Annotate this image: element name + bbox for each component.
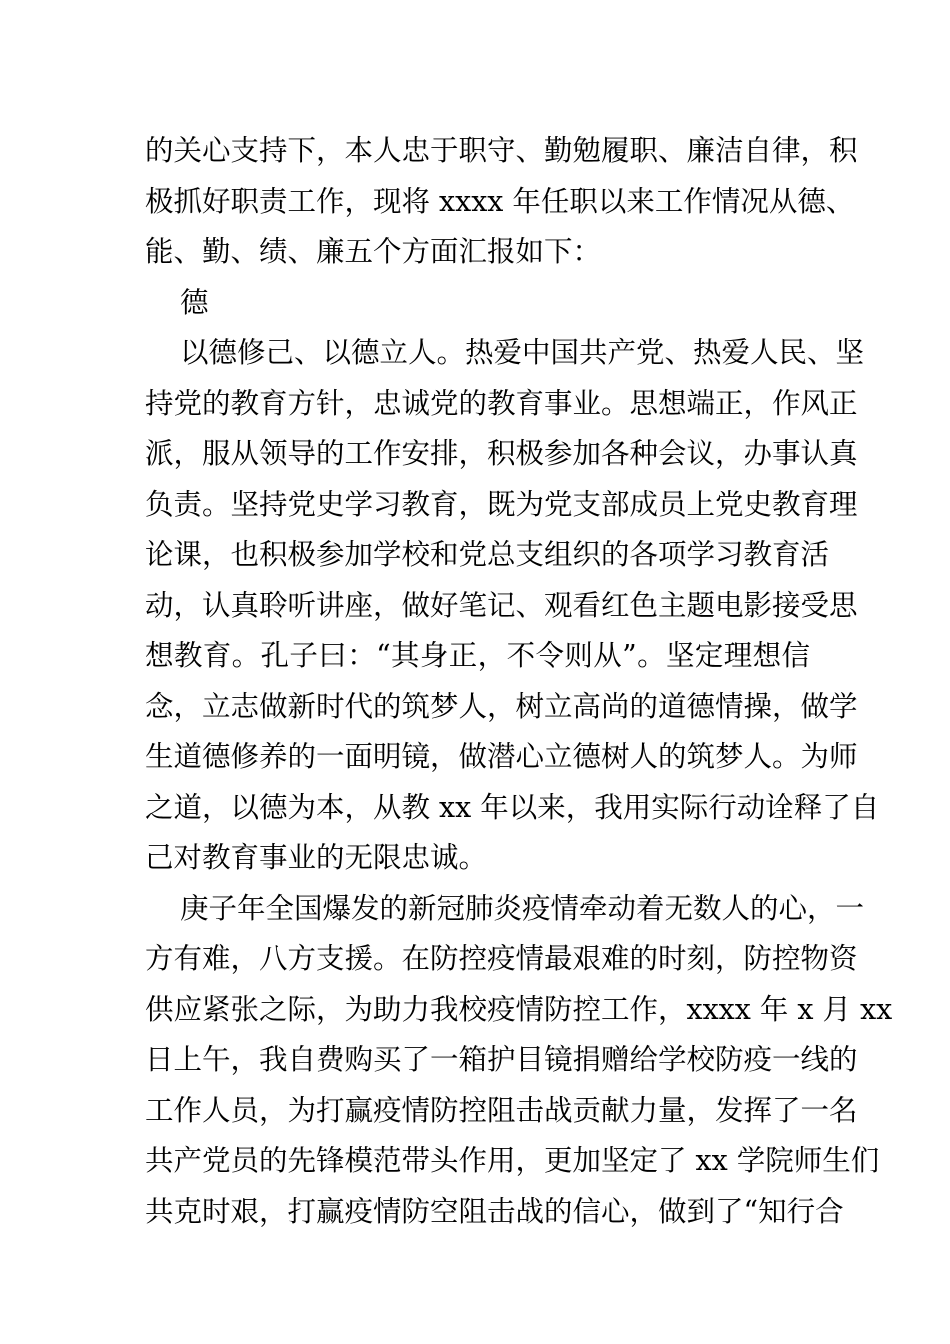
paragraph-intro xyxy=(145,126,858,278)
text-line: 极抓好职责工作，现将 xxxx 年任职以来工作情况从德、 xyxy=(145,184,855,218)
text-line: 生道德修养的一面明镜，做潜心立德树人的筑梦人。为师 xyxy=(145,740,858,773)
text-line: 之道，以德为本，从教 xx 年以来，我用实际行动诠释了自 xyxy=(145,790,880,824)
text-line: 方有难，八方支援。在防控疫情最艰难的时刻，防控物资 xyxy=(145,942,858,975)
paragraph-epidemic xyxy=(145,884,893,1238)
text-line: 负责。坚持党史学习教育，既为党支部成员上党史教育理 xyxy=(145,487,858,521)
text-line: 动，认真聆听讲座，做好笔记、观看红色主题电影接受思 xyxy=(145,588,858,622)
text-line: 庚子年全国爆发的新冠肺炎疫情牵动着无数人的心，一 xyxy=(180,891,865,925)
text-line: 己对教育事业的无限忠诚。 xyxy=(145,841,488,874)
document-body xyxy=(145,126,893,1237)
text-line: 想教育。孔子曰：“其身正，不令则从”。坚定理想信 xyxy=(145,639,810,672)
text-line: 日上午，我自费购买了一箱护目镜捐赠给学校防疫一线的 xyxy=(145,1043,858,1076)
text-line: 能、勤、绩、廉五个方面汇报如下： xyxy=(145,235,602,268)
text-line: 以德修己、以德立人。热爱中国共产党、热爱人民、坚 xyxy=(180,336,865,369)
paragraph-de xyxy=(145,328,880,884)
text-line: 派，服从领导的工作安排，积极参加各种会议，办事认真 xyxy=(145,437,858,470)
section-heading: 德 xyxy=(180,285,209,319)
text-line: 论课，也积极参加学校和党总支组织的各项学习教育活 xyxy=(145,538,830,571)
text-line: 共克时艰，打赢疫情防空阻击战的信心，做到了“知行合 xyxy=(145,1194,844,1228)
text-line: 工作人员，为打赢疫情防控阻击战贡献力量，发挥了一名 xyxy=(145,1093,858,1127)
text-line: 供应紧张之际，为助力我校疫情防控工作，xxxx 年 x 月 xx xyxy=(145,992,893,1026)
section-heading-de xyxy=(145,278,810,329)
text-line: 持党的教育方针，忠诚党的教育事业。思想端正，作风正 xyxy=(145,386,858,420)
text-line: 的关心支持下，本人忠于职守、勤勉履职、廉洁自律，积 xyxy=(145,134,858,167)
text-line: 念，立志做新时代的筑梦人，树立高尚的道德情操，做学 xyxy=(145,689,858,723)
text-line: 共产党员的先锋模范带头作用，更加坚定了 xx 学院师生们 xyxy=(145,1144,880,1177)
